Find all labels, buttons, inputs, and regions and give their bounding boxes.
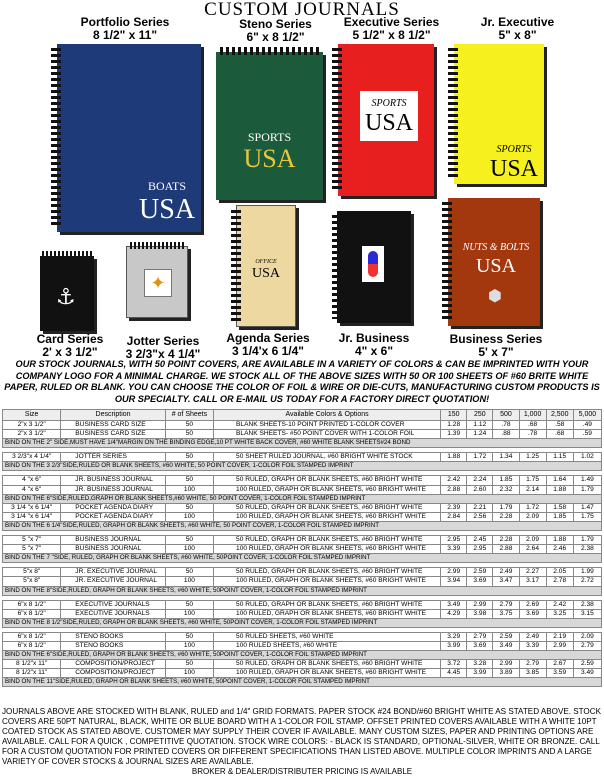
table-cell: 100 RULED, GRAPH OR BLANK SHEETS, #60 BRIGHT WHITE bbox=[214, 577, 441, 586]
table-cell: 4 "x 6" bbox=[3, 485, 61, 494]
table-cell: POCKET AGENDA DIARY bbox=[61, 512, 166, 521]
jrbusiness-journal bbox=[337, 211, 411, 323]
table-cell: 2"x 3 1/2" bbox=[3, 430, 61, 439]
table-cell: 6"x 8 1/2" bbox=[3, 641, 61, 650]
table-cell: 1.25 bbox=[519, 453, 546, 462]
binding-note-row bbox=[3, 678, 602, 687]
table-cell: 2.78 bbox=[546, 577, 573, 586]
portfolio-cover-line1: BOATS bbox=[147, 179, 186, 193]
card-name: Card Series bbox=[36, 332, 104, 346]
executive-journal bbox=[338, 44, 434, 196]
spiral-binding bbox=[42, 251, 92, 258]
table-cell: JR. EXECUTIVE JOURNAL bbox=[61, 577, 166, 586]
binding-note: BIND ON THE 11"SIDE,RULED, GRAPH OR BLANK SHEETS, #60 WHITE, 50POINT COVER, 1-COLOR FOIL STAMPED IMPRINT bbox=[3, 678, 602, 687]
table-cell: 2.69 bbox=[519, 600, 546, 609]
table-row bbox=[3, 577, 602, 586]
binding-note-row bbox=[3, 521, 602, 530]
table-cell: STENO BOOKS bbox=[61, 641, 166, 650]
table-cell: 100 bbox=[165, 545, 213, 554]
table-cell: 2.99 bbox=[546, 641, 573, 650]
table-cell: 3.17 bbox=[519, 577, 546, 586]
table-cell: 6"x 8 1/2" bbox=[3, 609, 61, 618]
table-row bbox=[3, 453, 602, 462]
binding-note-row bbox=[3, 494, 602, 503]
portfolio-size: 8 1/2" x 11" bbox=[92, 28, 158, 42]
table-cell: 50 bbox=[165, 632, 213, 641]
table-cell: 1.72 bbox=[467, 453, 493, 462]
table-cell: 50 bbox=[165, 660, 213, 669]
portfolio-cover-line2: USA bbox=[138, 194, 195, 225]
binding-note-row bbox=[3, 586, 602, 595]
pill-top bbox=[368, 251, 378, 264]
table-cell: 2.42 bbox=[546, 600, 573, 609]
table-cell: 1.58 bbox=[546, 503, 573, 512]
executive-cover-line2: USA bbox=[364, 110, 413, 136]
table-row bbox=[3, 476, 602, 485]
column-header: 1,000 bbox=[519, 410, 546, 421]
table-cell: 3.94 bbox=[441, 577, 467, 586]
table-cell: 6"x 8 1/2" bbox=[3, 632, 61, 641]
table-row bbox=[3, 609, 602, 618]
table-cell: 1.85 bbox=[493, 476, 519, 485]
agenda-cover-line1: OFFICE bbox=[255, 259, 277, 265]
table-cell: 1.79 bbox=[573, 485, 601, 494]
table-cell: 1.79 bbox=[573, 536, 601, 545]
table-cell: 2.95 bbox=[467, 545, 493, 554]
table-cell: 2.72 bbox=[573, 577, 601, 586]
table-cell: 3 1/4 "x 6 1/4" bbox=[3, 503, 61, 512]
table-cell: STENO BOOKS bbox=[61, 632, 166, 641]
card-size: 2' x 3 1/2" bbox=[42, 345, 98, 359]
steno-journal bbox=[216, 52, 323, 200]
column-header: 500 bbox=[493, 410, 519, 421]
executive-name: Executive Series bbox=[343, 15, 440, 29]
table-cell: 5 "x 7" bbox=[3, 545, 61, 554]
table-cell: 3.69 bbox=[467, 577, 493, 586]
agenda-journal bbox=[236, 205, 296, 327]
table-cell: 50 RULED SHEETS, #60 WHITE bbox=[214, 632, 441, 641]
steno-size: 6" x 8 1/2" bbox=[246, 30, 305, 44]
binding-note: BIND ON THE 8"SIDE,RULED, GRAPH OR BLANK SHEETS, #60 WHITE, 50POINT COVER, 1-COLOR FOIL STAMPED IMPRINT bbox=[3, 586, 602, 595]
table-cell: EXECUTIVE JOURNALS bbox=[61, 600, 166, 609]
binding-note: BIND ON THE 2" SIDE,MUST HAVE 1/4"MARGIN ON THE BINDING EDGE,10 PT WHITE BACK COVER, #60 WHITE BLANK SHEETS#24 BOND bbox=[3, 439, 602, 448]
pill-image bbox=[362, 246, 384, 282]
table-cell: 2.67 bbox=[546, 660, 573, 669]
page-title: CUSTOM JOURNALS bbox=[204, 0, 400, 20]
table-cell: 2.59 bbox=[467, 568, 493, 577]
table-cell: 2.84 bbox=[441, 512, 467, 521]
table-cell: BUSINESS JOURNAL bbox=[61, 545, 166, 554]
card-label bbox=[20, 333, 120, 359]
table-cell: 4.29 bbox=[441, 609, 467, 618]
table-cell: 1.12 bbox=[467, 421, 493, 430]
table-cell: 2.21 bbox=[467, 503, 493, 512]
binding-note-row bbox=[3, 462, 602, 471]
table-cell: 1.64 bbox=[546, 476, 573, 485]
table-cell: 100 bbox=[165, 512, 213, 521]
broker-note: BROKER & DEALER/DISTRIBUTER PRICING IS AVAILABLE bbox=[191, 767, 413, 776]
portfolio-journal bbox=[57, 44, 201, 232]
table-cell: 50 RULED, GRAPH OR BLANK SHEETS, #60 BRIGHT WHITE bbox=[214, 476, 441, 485]
table-cell: BUSINESS JOURNAL bbox=[61, 536, 166, 545]
table-cell: 2.45 bbox=[467, 536, 493, 545]
table-cell: 3.99 bbox=[441, 641, 467, 650]
table-cell: 2.19 bbox=[546, 632, 573, 641]
binding-note: BIND ON THE 7 "SIDE, RULED, GRAPH OR BLANK SHEETS, #60 WHITE, 50POINT COVER, 1-COLOR FOIL STAMPED IMPRINT bbox=[3, 554, 602, 563]
portfolio-name: Portfolio Series bbox=[80, 15, 170, 29]
table-cell: 2.88 bbox=[441, 485, 467, 494]
jotter-label bbox=[108, 335, 218, 361]
table-cell: 3.49 bbox=[573, 669, 601, 678]
table-cell: 8 1/2"x 11" bbox=[3, 669, 61, 678]
column-header: Available Colors & Options bbox=[214, 410, 441, 421]
table-cell: 2.79 bbox=[519, 660, 546, 669]
table-cell: 1.79 bbox=[493, 503, 519, 512]
agenda-size: 3 1/4'x 6 1/4" bbox=[232, 344, 304, 358]
table-cell: .78 bbox=[519, 430, 546, 439]
table-cell: 50 bbox=[165, 476, 213, 485]
table-row bbox=[3, 421, 602, 430]
table-cell: 1.47 bbox=[573, 503, 601, 512]
binding-note: BIND ON THE 8 1/2"SIDE,RULED, GRAPH OR BLANK SHEETS, #60 WHITE, 50POINT COVER, 1-COLOR FOIL STAMPED IMPRINT bbox=[3, 618, 602, 627]
table-cell: 1.28 bbox=[441, 421, 467, 430]
table-cell: BUSINESS CARD SIZE bbox=[61, 421, 166, 430]
table-cell: BLANK SHEETS-10 POINT PRINTED 1-COLOR COVER bbox=[214, 421, 441, 430]
table-cell: 1.88 bbox=[546, 536, 573, 545]
table-cell: .88 bbox=[493, 430, 519, 439]
table-cell: 1.85 bbox=[546, 512, 573, 521]
table-cell: 2.28 bbox=[493, 536, 519, 545]
table-cell: 3.99 bbox=[467, 669, 493, 678]
business-cover-line2: USA bbox=[475, 255, 516, 277]
table-cell: 2.60 bbox=[467, 485, 493, 494]
binding-note: BIND ON THE 6"SIDE,RULED, GRAPH OR BLANK SHEETS, #60 WHITE, 50POINT COVER, 1-COLOR FOIL STAMPED IMPRINT bbox=[3, 651, 602, 660]
table-cell: 2.56 bbox=[467, 512, 493, 521]
binding-note-row bbox=[3, 618, 602, 627]
table-cell: 1.88 bbox=[441, 453, 467, 462]
table-cell: 100 bbox=[165, 485, 213, 494]
table-cell: 50 bbox=[165, 600, 213, 609]
table-cell: 2.14 bbox=[519, 485, 546, 494]
jotter-name: Jotter Series bbox=[126, 334, 200, 348]
column-header: 5,000 bbox=[573, 410, 601, 421]
table-cell: 8 1/2"x 11" bbox=[3, 660, 61, 669]
table-cell: 1.39 bbox=[441, 430, 467, 439]
table-cell: 100 bbox=[165, 577, 213, 586]
table-cell: 2.99 bbox=[493, 660, 519, 669]
table-cell: 50 RULED, GRAPH OR BLANK SHEETS, #60 BRIGHT WHITE bbox=[214, 600, 441, 609]
table-cell: BLANK SHEETS- #50 POINT COVER WITH 1-COLOR FOIL bbox=[214, 430, 441, 439]
table-row bbox=[3, 512, 602, 521]
footer-notes: JOURNALS ABOVE ARE STOCKED WITH BLANK, RULED and 1/4" GRID FORMATS. PAPER STOCK #24 BOND/#60 BRIGHT WHITE AS STATED ABOVE. STOCK COVERS ARE 50PT NATURAL, BLACK, WHITE OR BLUE BOARD WITH A 1-COLOR FOIL STAMP. OFFSET PRINTED COVERS AVAILABLE WITH A WHITE 10PT COATED STOCK AS STATED ABOVE. CUSTOMER MAY SUPPLY THEIR COVER IF AVAILABLE. MANY CUSTOM SIZES, PAPER AND PRINTING OPTIONS ARE AVAILABLE. CALL FOR A QUICK , COMPETITIVE QUOTATION. STOCK WIRE COLORS: - BLACK IS STANDARD, OPTIONAL-SILVER, WHITE OR BRONZE. CALL FOR A CUSTOM QUOTATION FOR PRINTED COVERS OR DIFFERENT SPECIFICATIONS THAN LISTED ABOVE. MULTIPLE COLOR IMPRINTS AND A LARGE VARIETY OF COVER STOCKS & JOURNAL SIZES ARE AVAILABLE. bbox=[2, 707, 601, 766]
jrbusiness-name: Jr. Business bbox=[338, 331, 410, 345]
table-cell: 2.32 bbox=[493, 485, 519, 494]
table-cell: 2.95 bbox=[441, 536, 467, 545]
binding-note: BIND ON THE 6 1/4"SIDE,RULED, GRAPH OR BLANK SHEETS, #60 WHITE, 50 POINT COVER, 1-COLOR FOIL STAMPED IMPRINT bbox=[3, 521, 602, 530]
spiral-binding bbox=[220, 47, 319, 55]
executive-cover-line1: SPORTS bbox=[371, 98, 407, 109]
table-cell: 1.72 bbox=[519, 503, 546, 512]
table-cell: 3.39 bbox=[441, 545, 467, 554]
table-cell: 1.75 bbox=[573, 512, 601, 521]
business-size: 5' x 7" bbox=[478, 345, 514, 359]
table-cell: .68 bbox=[519, 421, 546, 430]
butterfly-icon: ✦ bbox=[144, 269, 172, 297]
table-row bbox=[3, 660, 602, 669]
table-cell: JR. EXECUTIVE JOURNAL bbox=[61, 568, 166, 577]
agenda-label bbox=[218, 332, 318, 358]
table-cell: BUSINESS CARD SIZE bbox=[61, 430, 166, 439]
spiral-binding bbox=[332, 215, 342, 319]
jrbusiness-size: 4" x 6" bbox=[354, 344, 394, 358]
executive-size: 5 1/2" x 8 1/2" bbox=[352, 28, 431, 42]
jrexec-cover-line1: SPORTS bbox=[496, 144, 532, 155]
table-cell: 5 "x 7" bbox=[3, 536, 61, 545]
steno-label bbox=[218, 18, 333, 44]
table-cell: 1.49 bbox=[573, 476, 601, 485]
column-header: # of Sheets bbox=[165, 410, 213, 421]
table-cell: 3.25 bbox=[546, 609, 573, 618]
agenda-cover-line2: USA bbox=[251, 266, 280, 281]
table-cell: 2.38 bbox=[573, 600, 601, 609]
table-cell: 2.79 bbox=[493, 600, 519, 609]
table-cell: 50 RULED, GRAPH OR BLANK SHEETS, #60 BRIGHT WHITE bbox=[214, 568, 441, 577]
table-cell: 2.99 bbox=[441, 568, 467, 577]
business-cover-line1: NUTS & BOLTS bbox=[462, 242, 530, 253]
table-cell: JR. BUSINESS JOURNAL bbox=[61, 476, 166, 485]
table-cell: 2.79 bbox=[573, 641, 601, 650]
table-cell: 1.99 bbox=[573, 568, 601, 577]
table-row bbox=[3, 545, 602, 554]
price-table bbox=[2, 409, 602, 687]
column-header: Size bbox=[3, 410, 61, 421]
jrexec-cover-line2: USA bbox=[489, 156, 538, 182]
table-cell: 100 RULED, GRAPH OR BLANK SHEETS, #60 BRIGHT WHITE bbox=[214, 609, 441, 618]
table-cell: 6"x 8 1/2" bbox=[3, 600, 61, 609]
executive-label bbox=[334, 16, 449, 42]
table-cell: 100 bbox=[165, 609, 213, 618]
table-cell: 3.69 bbox=[467, 641, 493, 650]
table-row bbox=[3, 600, 602, 609]
binding-note: BIND ON THE 3 2/3"SIDE,RULED OR BLANK SHEETS, #60 WHITE, 50 POINT COVER, 1-COLOR FOIL STAMPED IMPRINT bbox=[3, 462, 602, 471]
anchor-icon: ⚓ bbox=[56, 284, 76, 309]
binding-note: BIND ON THE 6"SIDE,RULED,GRAPH OR BLANK SHEETS,#60 WHITE, 50 POINT COVER, 1-COLOR FOIL STAMPED IMPRINT bbox=[3, 494, 602, 503]
business-label bbox=[440, 333, 552, 359]
table-body bbox=[3, 421, 602, 687]
table-cell: 2.46 bbox=[546, 545, 573, 554]
table-cell: COMPOSITION/PROJECT bbox=[61, 669, 166, 678]
table-cell: 100 RULED, GRAPH OR BLANK SHEETS, #60 BRIGHT WHITE bbox=[214, 512, 441, 521]
jrbusiness-label bbox=[326, 332, 422, 358]
table-cell: 50 bbox=[165, 453, 213, 462]
spiral-binding bbox=[130, 242, 184, 249]
table-cell: 100 RULED, GRAPH OR BLANK SHEETS, #60 BRIGHT WHITE bbox=[214, 669, 441, 678]
table-cell: 50 bbox=[165, 430, 213, 439]
table-cell: 3.85 bbox=[519, 669, 546, 678]
table-cell: 4 "x 6" bbox=[3, 476, 61, 485]
table-header bbox=[3, 410, 602, 421]
table-cell: 2.09 bbox=[519, 536, 546, 545]
spiral-binding bbox=[448, 48, 458, 180]
table-cell: 3.98 bbox=[467, 609, 493, 618]
table-row bbox=[3, 485, 602, 494]
table-cell: .78 bbox=[493, 421, 519, 430]
table-cell: 3.28 bbox=[467, 660, 493, 669]
table-cell: 5"x 8" bbox=[3, 568, 61, 577]
intro-paragraph: OUR STOCK JOURNALS, WITH 50 POINT COVERS, ARE AVAILABLE IN A VARIETY OF COLORS & CAN BE IMPRINTED WITH YOUR COMPANY LOGO FOR A MINIMAL CHARGE. WE STOCK ALL OF THE ABOVE SIZES WITH 50 OR 100 SHEETS OF #60 BRITE WHITE PAPER, RULED OR BLANK. YOU CAN CHOOSE THE COLOR OF FOIL & WIRE OR DIE-CUTS, MANUFACTURING CUSTOM PRODUCTS IS OUR SPECIALTY. CALL OR E-MAIL US TODAY FOR A FACTORY DIRECT QUOTATION! bbox=[4, 359, 600, 404]
table-cell: .49 bbox=[573, 421, 601, 430]
table-cell: 3.49 bbox=[493, 641, 519, 650]
table-cell: 50 SHEET RULED JOURNAL, #60 BRIGHT WHITE STOCK bbox=[214, 453, 441, 462]
column-header: 250 bbox=[467, 410, 493, 421]
table-cell: 100 bbox=[165, 669, 213, 678]
binding-note-row bbox=[3, 439, 602, 448]
table-cell: 1.75 bbox=[519, 476, 546, 485]
table-cell: 2.09 bbox=[573, 632, 601, 641]
table-cell: 1.24 bbox=[467, 430, 493, 439]
table-row bbox=[3, 632, 602, 641]
table-cell: 3.59 bbox=[546, 669, 573, 678]
table-row bbox=[3, 641, 602, 650]
agenda-name: Agenda Series bbox=[226, 331, 310, 345]
table-cell: 3.47 bbox=[493, 577, 519, 586]
spiral-binding bbox=[332, 48, 342, 192]
jotter-size: 3 2/3"x 4 1/4" bbox=[125, 347, 201, 361]
table-cell: 2.42 bbox=[441, 476, 467, 485]
table-cell: 100 RULED, GRAPH OR BLANK SHEETS, #60 BRIGHT WHITE bbox=[214, 545, 441, 554]
table-cell: 1.15 bbox=[546, 453, 573, 462]
table-cell: 3.29 bbox=[441, 632, 467, 641]
table-cell: 50 bbox=[165, 568, 213, 577]
table-cell: 50 RULED, GRAPH OR BLANK SHEETS, #60 BRIGHT WHITE bbox=[214, 660, 441, 669]
table-cell: 2.24 bbox=[467, 476, 493, 485]
table-row bbox=[3, 536, 602, 545]
spiral-binding bbox=[51, 48, 61, 228]
table-cell: .68 bbox=[546, 430, 573, 439]
table-cell: 2"x 3 1/2" bbox=[3, 421, 61, 430]
jotter-journal bbox=[126, 246, 188, 318]
binding-note-row bbox=[3, 554, 602, 563]
table-cell: 2.64 bbox=[519, 545, 546, 554]
table-cell: .59 bbox=[573, 430, 601, 439]
table-cell: 3.39 bbox=[519, 641, 546, 650]
table-cell: 3 1/4 "x 6 1/4" bbox=[3, 512, 61, 521]
table-cell: 2.99 bbox=[467, 600, 493, 609]
table-cell: 3.72 bbox=[441, 660, 467, 669]
binding-note-row bbox=[3, 651, 602, 660]
table-cell: 1.34 bbox=[493, 453, 519, 462]
pill-bottom bbox=[368, 264, 378, 277]
table-cell: 5"x 8" bbox=[3, 577, 61, 586]
table-cell: 50 RULED, GRAPH OR BLANK SHEETS, #60 BRIGHT WHITE bbox=[214, 503, 441, 512]
table-cell: POCKET AGENDA DIARY bbox=[61, 503, 166, 512]
jrexec-size: 5" x 8" bbox=[498, 28, 537, 42]
business-name: Business Series bbox=[449, 332, 543, 346]
table-cell: 3.69 bbox=[519, 609, 546, 618]
column-header: 2,500 bbox=[546, 410, 573, 421]
table-cell: 100 RULED, GRAPH OR BLANK SHEETS, #60 BRIGHT WHITE bbox=[214, 485, 441, 494]
table-cell: 2.28 bbox=[493, 512, 519, 521]
spiral-binding bbox=[442, 202, 452, 322]
table-row bbox=[3, 669, 602, 678]
table-cell: 50 bbox=[165, 536, 213, 545]
table-cell: 2.49 bbox=[493, 568, 519, 577]
table-cell: 3.89 bbox=[493, 669, 519, 678]
table-cell: COMPOSITION/PROJECT bbox=[61, 660, 166, 669]
table-cell: 2.09 bbox=[519, 512, 546, 521]
table-cell: 100 bbox=[165, 641, 213, 650]
table-row bbox=[3, 503, 602, 512]
table-cell: 3.15 bbox=[573, 609, 601, 618]
table-cell: 100 RULED SHEETS, #60 WHITE bbox=[214, 641, 441, 650]
table-cell: 50 bbox=[165, 503, 213, 512]
jrexec-label bbox=[460, 16, 575, 42]
bolt-icon: ⬢ bbox=[488, 288, 502, 305]
table-cell: JR. BUSINESS JOURNAL bbox=[61, 485, 166, 494]
table-cell: 3.75 bbox=[493, 609, 519, 618]
table-cell: 2.39 bbox=[441, 503, 467, 512]
table-cell: 50 bbox=[165, 421, 213, 430]
portfolio-label bbox=[60, 16, 190, 42]
table-cell: 2.38 bbox=[573, 545, 601, 554]
table-cell: 3.49 bbox=[441, 600, 467, 609]
table-cell: 2.49 bbox=[519, 632, 546, 641]
column-header: 150 bbox=[441, 410, 467, 421]
table-row bbox=[3, 430, 602, 439]
table-cell: 2.59 bbox=[573, 660, 601, 669]
card-journal bbox=[40, 256, 94, 331]
table-cell: .58 bbox=[546, 421, 573, 430]
steno-name: Steno Series bbox=[239, 17, 312, 31]
steno-cover-line2: USA bbox=[243, 144, 296, 173]
business-journal bbox=[448, 198, 540, 326]
table-cell: 2.05 bbox=[546, 568, 573, 577]
table-cell: 2.59 bbox=[493, 632, 519, 641]
table-cell: 50 RULED, GRAPH OR BLANK SHEETS, #60 BRIGHT WHITE bbox=[214, 536, 441, 545]
table-cell: 4.45 bbox=[441, 669, 467, 678]
table-cell: 3 2/3"x 4 1/4" bbox=[3, 453, 61, 462]
jrexec-journal bbox=[454, 44, 544, 184]
jrexec-name: Jr. Executive bbox=[480, 15, 555, 29]
table-cell: 1.02 bbox=[573, 453, 601, 462]
table-cell: 2.79 bbox=[467, 632, 493, 641]
table-cell: JOTTER SERIES bbox=[61, 453, 166, 462]
table-row bbox=[3, 568, 602, 577]
steno-cover-line1: SPORTS bbox=[247, 130, 292, 144]
column-header: Description bbox=[61, 410, 166, 421]
table-cell: 2.88 bbox=[493, 545, 519, 554]
table-cell: 1.88 bbox=[546, 485, 573, 494]
table-cell: 2.27 bbox=[519, 568, 546, 577]
table-cell: EXECUTIVE JOURNALS bbox=[61, 609, 166, 618]
